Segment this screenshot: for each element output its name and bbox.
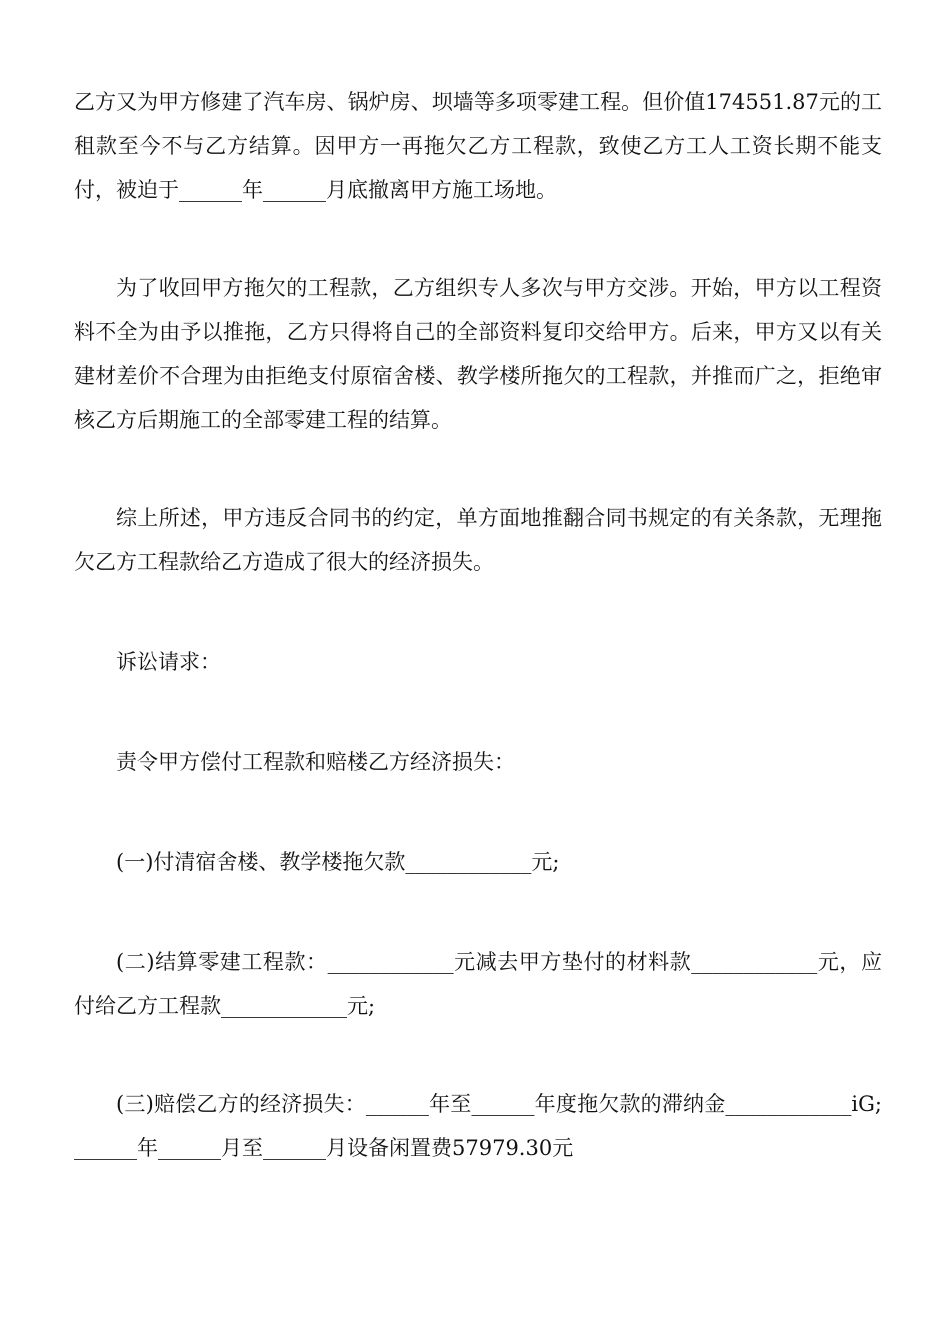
claim-item-3: (三)赔偿乙方的经济损失：______年至______年度拖欠款的滞纳金____________iG;______年______月至______月设备闲置费57979.30元 xyxy=(74,1092,882,1160)
claims-intro: 责令甲方偿付工程款和赔楼乙方经济损失： xyxy=(116,750,515,774)
paragraph-construction-payment: 乙方又为甲方修建了汽车房、锅炉房、坝墙等多项零建工程。但价值174551.87元的工租款至今不与乙方结算。因甲方一再拖欠乙方工程款，致使乙方工人工资长期不能支付，被迫于______年______月底撤离甲方施工场地。 xyxy=(74,90,882,202)
paragraph-negotiation: 为了收回甲方拖欠的工程款，乙方组织专人多次与甲方交涉。开始，甲方以工程资料不全为由予以推拖，乙方只得将自己的全部资料复印交给甲方。后来，甲方又以有关建材差价不合理为由拒绝支付原宿舍楼、教学楼所拖欠的工程款，并推而广之，拒绝审核乙方后期施工的全部零建工程的结算。 xyxy=(74,276,882,432)
document-page xyxy=(74,80,882,1170)
claims-heading: 诉讼请求： xyxy=(116,650,221,674)
claim-item-2: (二)结算零建工程款：____________元减去甲方垫付的材料款____________元，应付给乙方工程款____________元; xyxy=(74,950,882,1018)
paragraph-summary: 综上所述，甲方违反合同书的约定，单方面地推翻合同书规定的有关条款，无理拖欠乙方工程款给乙方造成了很大的经济损失。 xyxy=(74,506,882,574)
claim-item-1: (一)付清宿舍楼、教学楼拖欠款____________元; xyxy=(116,850,560,874)
